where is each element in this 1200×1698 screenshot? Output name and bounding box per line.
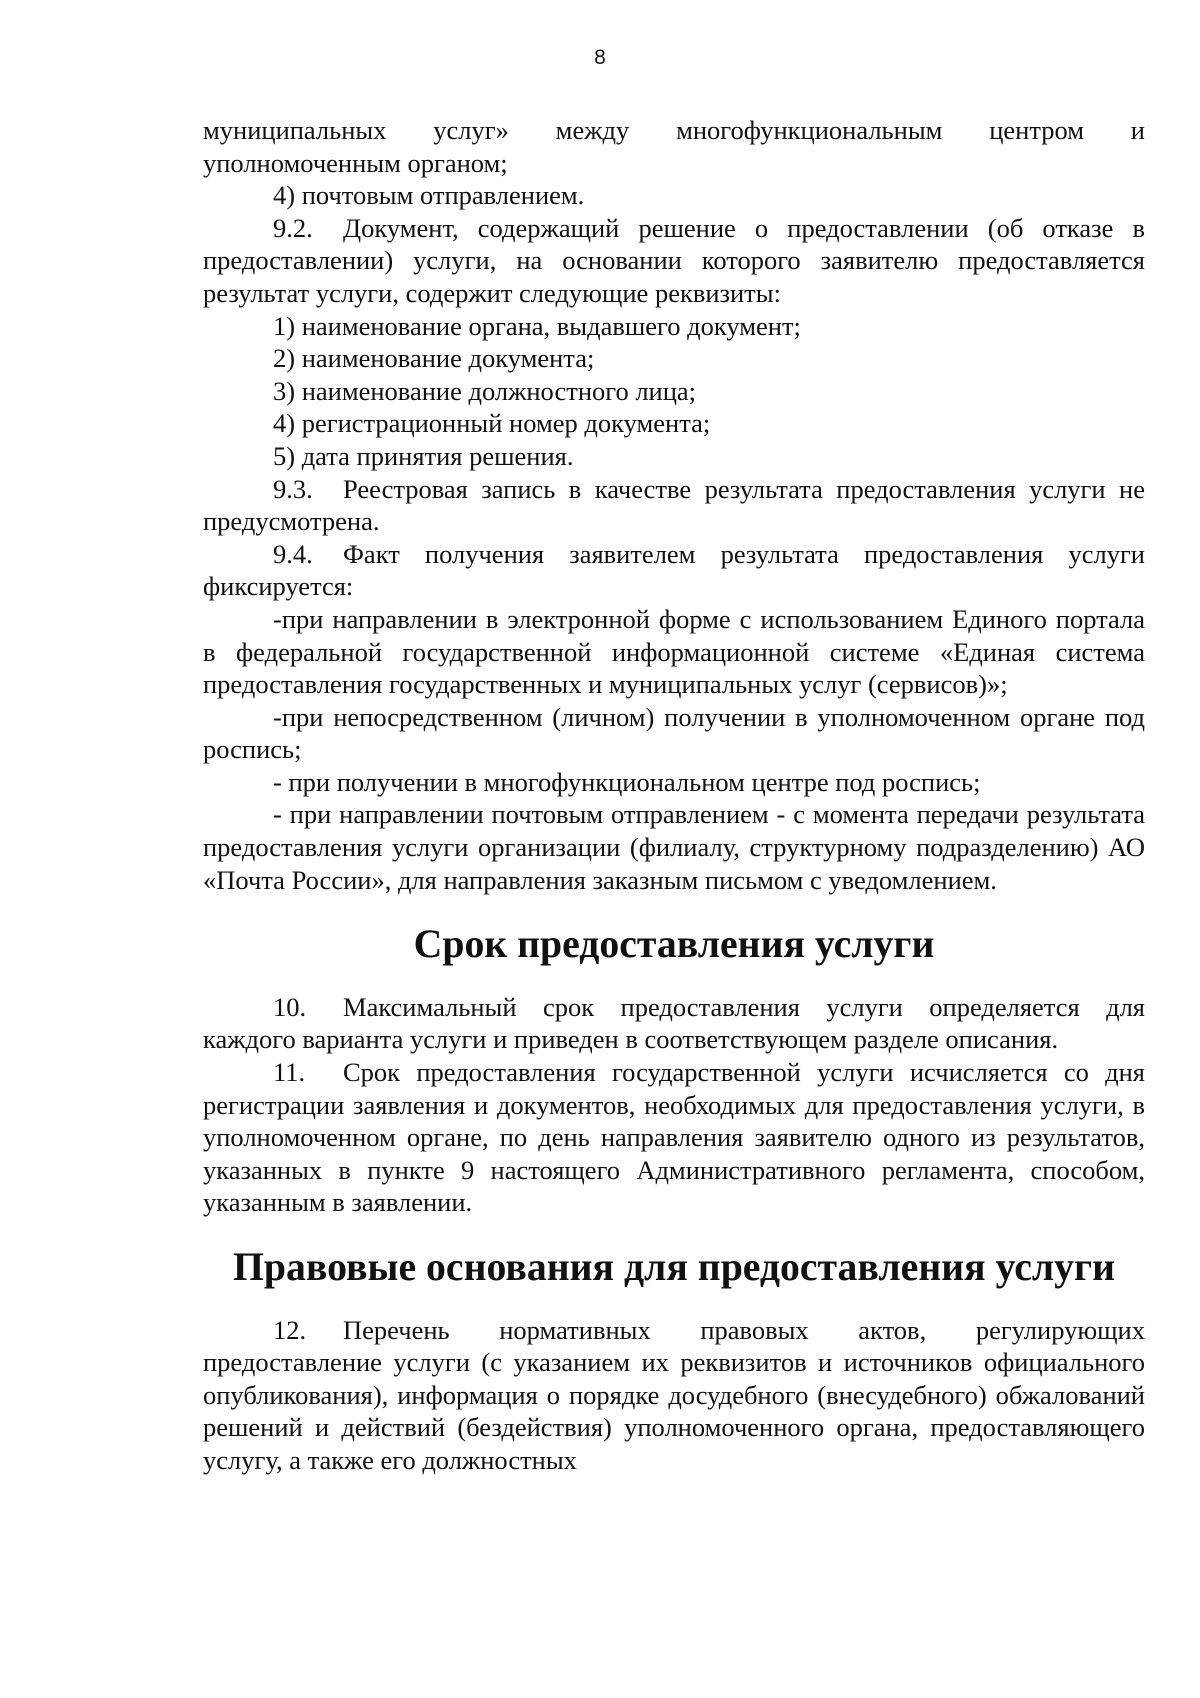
- clause-text: Срок предоставления государственной услуги исчисляется со дня регистрации заявления и документов, необходимых для предоставления услуги, в уполномоченном органе, по день направления заявителю одного из результатов, указанных в пункте 9 настоящего Административного регламента, способом, указанным в заявлении.: [203, 1057, 1145, 1218]
- paragraph-continuation: муниципальных услуг» между многофункциональным центром и уполномоченным органом;: [203, 115, 1145, 178]
- section-heading-legal: Правовые основания для предоставления услуги: [232, 1245, 1115, 1289]
- clause-number: 9.2.: [273, 212, 313, 243]
- document-body: [203, 114, 1145, 1477]
- clause-text: Реестровая запись в качестве результата предоставления услуги не предусмотрена.: [203, 473, 1145, 537]
- clause-number: 11.: [273, 1057, 306, 1088]
- paragraph-11: [203, 1056, 1145, 1219]
- section-heading-term: Срок предоставления услуги: [413, 922, 935, 967]
- page-number: 8: [594, 46, 606, 69]
- clause-text: Перечень нормативных правовых актов, регулирующих предоставление услуги (с указанием их реквизитов и источников официального опубликования), информация о порядке досудебного (внесудебного) обжалований решений и действий (бездействия) уполномоченного органа, предоставляющего услугу, а также его должностных: [203, 1314, 1145, 1475]
- paragraph-10: [203, 991, 1145, 1056]
- paragraph-9-2: [203, 212, 1145, 310]
- paragraph-item-4-post: 4) почтовым отправлением.: [273, 180, 585, 211]
- clause-number: 9.3.: [273, 473, 313, 504]
- fixation-item: -при непосредственном (личном) получении в уполномоченном органе под роспись;: [203, 701, 1145, 765]
- clause-text: Документ, содержащий решение о предоставлении (об отказе в предоставлении) услуги, на основании которого заявителю предоставляется результат услуги, содержит следующие реквизиты:: [203, 212, 1145, 308]
- paragraph-9-4: [203, 538, 1145, 603]
- requisite-item: 4) регистрационный номер документа;: [273, 408, 711, 439]
- paragraph-12: [203, 1314, 1145, 1477]
- clause-text: Факт получения заявителем результата предоставления услуги фиксируется:: [203, 538, 1145, 602]
- requisite-item: 5) дата принятия решения.: [273, 440, 574, 471]
- clause-number: 12.: [273, 1314, 307, 1345]
- clause-text: Максимальный срок предоставления услуги определяется для каждого варианта услуги и приведен в соответствующем разделе описания.: [203, 991, 1145, 1055]
- requisite-item: 2) наименование документа;: [273, 343, 595, 374]
- requisite-item: 1) наименование органа, выдавшего документ;: [273, 310, 801, 341]
- paragraph-9-3: [203, 473, 1145, 538]
- requisite-item: 3) наименование должностного лица;: [273, 375, 697, 406]
- fixation-item: -при направлении в электронной форме с использованием Единого портала в федеральной государственной информационной системе «Единая система предоставления государственных и муниципальных услуг (сервисов)»;: [203, 603, 1145, 700]
- fixation-item: - при получении в многофункциональном центре под роспись;: [273, 766, 981, 797]
- fixation-item: - при направлении почтовым отправлением - с момента передачи результата предоставления услуги организации (филиалу, структурному подразделению) АО «Почта России», для направления заказным письмом с уведомлением.: [203, 799, 1145, 895]
- clause-number: 10.: [273, 991, 307, 1022]
- clause-number: 9.4.: [273, 538, 313, 569]
